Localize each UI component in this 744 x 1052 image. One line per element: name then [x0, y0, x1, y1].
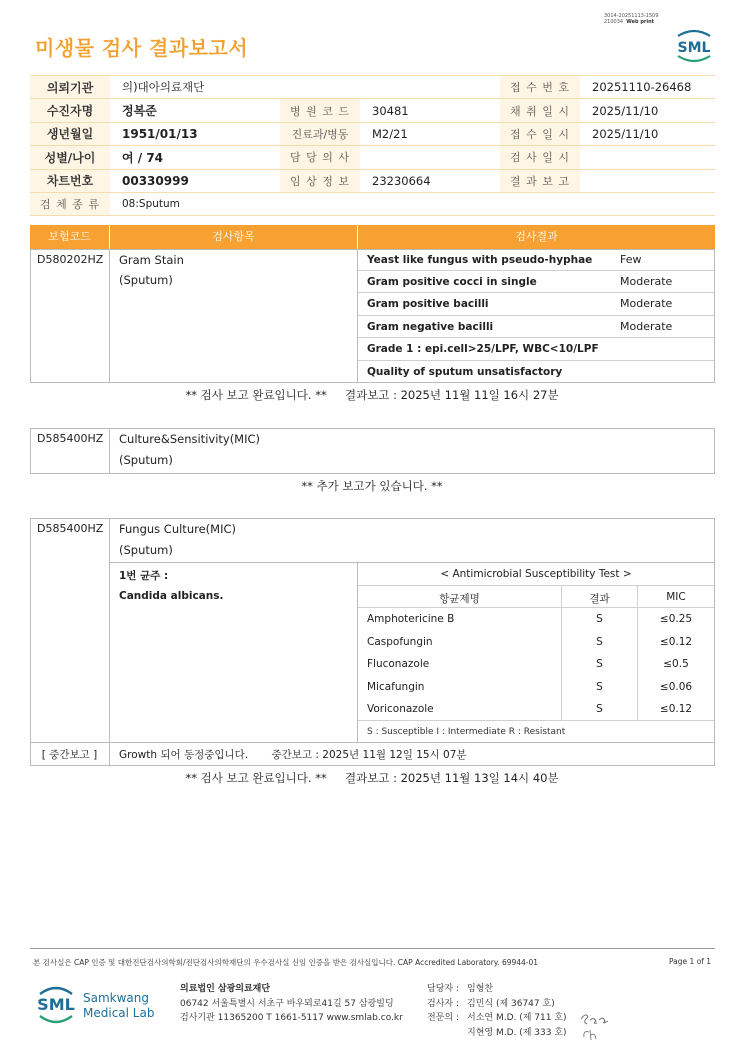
culture-name: Culture&Sensitivity(MIC)	[119, 432, 261, 446]
divider	[109, 428, 110, 474]
value-dept-ward: M2/21	[360, 122, 500, 145]
divider	[109, 249, 110, 383]
fungus-report-note: ** 검사 보고 완료입니다. ** 결과보고 : 2025년 11월 13일 14시 40분	[185, 771, 559, 785]
gram-grade: Moderate	[620, 275, 673, 288]
gram-finding: Gram positive bacilli	[367, 298, 489, 310]
gram-stain-section	[30, 225, 715, 383]
fungus-name: Fungus Culture(MIC)	[119, 522, 236, 536]
footer-logo-name1: Samkwang	[83, 991, 149, 1005]
value-birth-date: 1951/01/13	[110, 122, 280, 145]
signature-stroke	[584, 1030, 596, 1040]
ast-header-result: 결과	[589, 593, 610, 605]
ast-drug: Caspofungin	[367, 636, 433, 648]
label-institution: 의뢰기관	[30, 76, 110, 99]
footer-logo-name2: Medical Lab	[83, 1006, 155, 1020]
organism-name: Candida albicans.	[119, 590, 224, 602]
gram-finding: Gram positive cocci in single	[367, 276, 537, 288]
divider	[357, 562, 358, 742]
label-collection-date: 채 취 일 시	[500, 99, 580, 122]
staff-row	[427, 1026, 567, 1041]
page-number: Page 1 of 1	[669, 957, 712, 966]
label-clinical-info: 임 상 정 보	[280, 169, 360, 192]
staff-role: 전문의 :	[427, 1013, 459, 1023]
value-patient-name: 정복준	[110, 99, 280, 122]
logo-arc-top	[678, 31, 710, 36]
row-divider	[358, 360, 714, 361]
label-receipt-date: 접 수 일 시	[500, 122, 580, 145]
ast-header-mic: MIC	[666, 591, 686, 603]
ast-title: < Antimicrobial Susceptibility Test >	[440, 568, 632, 580]
patient-info-table	[30, 75, 715, 216]
info-row	[30, 192, 715, 215]
divider	[109, 518, 110, 766]
organization-contact: 검사기관 11365200 T 1661-5117 www.smlab.co.kr	[180, 1013, 403, 1023]
organization-name: 의료법인 삼광의료재단	[180, 984, 271, 994]
ast-mic: ≤0.5	[663, 658, 689, 670]
culture-code: D585400HZ	[37, 432, 104, 445]
gram-finding: Gram negative bacilli	[367, 321, 494, 333]
value-receipt-no: 20251110-26468	[580, 76, 715, 99]
header-test-item: 검사항목	[110, 225, 357, 249]
logo-mark-text: SML	[677, 40, 711, 56]
document-code-line1: 3014-20251113-1509	[604, 13, 659, 19]
value-collection-date: 2025/11/10	[580, 99, 715, 122]
organization-info	[180, 982, 403, 1026]
divider	[31, 742, 715, 743]
ast-drug: Voriconazole	[367, 703, 434, 715]
ast-legend: S : Susceptible I : Intermediate R : Resistant	[367, 727, 566, 737]
value-institution: 의)대아의료재단	[110, 76, 500, 99]
staff-role: 담당자 :	[427, 984, 459, 994]
row-divider	[358, 337, 714, 338]
interim-report-label: [ 중간보고 ]	[41, 749, 98, 761]
staff-name: 임형찬	[467, 984, 494, 994]
value-chart-no: 00330999	[110, 169, 280, 192]
document-code	[604, 13, 659, 25]
gram-stain-report-note: ** 검사 보고 완료입니다. ** 결과보고 : 2025년 11월 11일 16시 27분	[185, 388, 559, 402]
staff-name: 김민식 (제 36747 호)	[467, 998, 555, 1009]
info-row	[30, 99, 715, 122]
staff-name: 서소연 M.D. (제 711 호)	[467, 1013, 567, 1023]
staff-role	[427, 1026, 467, 1041]
divider	[110, 562, 714, 563]
ast-mic: ≤0.12	[659, 703, 693, 715]
label-receipt-no: 접 수 번 호	[500, 76, 580, 99]
signature	[578, 1010, 614, 1042]
fungus-specimen: (Sputum)	[119, 543, 173, 557]
culture-note: ** 추가 보고가 있습니다. **	[301, 479, 443, 493]
value-hospital-code: 30481	[360, 99, 500, 122]
gram-finding: Grade 1 : epi.cell>25/LPF, WBC<10/LPF	[367, 343, 599, 355]
ast-mic: ≤0.06	[659, 681, 693, 693]
gram-grade: Moderate	[620, 297, 673, 310]
gram-stain-name: Gram Stain	[119, 253, 184, 267]
interim-report-text: Growth 되어 동정중입니다. 중간보고 : 2025년 11월 12일 15시 07분	[119, 749, 467, 761]
row-divider	[358, 315, 714, 316]
ast-result: S	[596, 636, 603, 648]
web-print-label: Web print	[626, 19, 655, 25]
label-dept-ward: 진료과/병동	[280, 122, 360, 145]
value-clinical-info: 23230664	[360, 169, 500, 192]
label-test-date: 검 사 일 시	[500, 146, 580, 169]
staff-role: 검사자 :	[427, 998, 459, 1009]
info-row	[30, 122, 715, 145]
label-sex-age: 성별/나이	[30, 146, 110, 169]
staff-row	[427, 997, 567, 1012]
ast-result: S	[596, 703, 603, 715]
samkwang-logo	[36, 980, 166, 1026]
strain-label: 1번 균주 :	[119, 570, 169, 582]
logo-arc-bottom	[678, 56, 710, 61]
info-row	[30, 146, 715, 169]
row-divider	[358, 270, 714, 271]
signature-stroke	[581, 1015, 608, 1024]
gram-finding: Yeast like fungus with pseudo-hyphae	[367, 254, 593, 266]
logo-arc-top	[40, 988, 72, 994]
ast-header-drug: 항균제명	[439, 593, 480, 605]
label-hospital-code: 병 원 코 드	[280, 99, 360, 122]
value-specimen: 08:Sputum	[110, 192, 715, 215]
ast-result: S	[596, 613, 603, 625]
organization-address: 06742 서울특별시 서초구 바우뫼로41길 57 삼광빌딩	[180, 998, 394, 1009]
value-test-date	[580, 146, 715, 169]
ast-result: S	[596, 681, 603, 693]
label-chart-no: 차트번호	[30, 169, 110, 192]
row-divider	[358, 585, 714, 586]
footer-divider	[30, 948, 715, 949]
sml-logo	[672, 28, 716, 64]
staff-info	[427, 982, 567, 1040]
ast-drug: Micafungin	[367, 681, 425, 693]
page-title: 미생물 검사 결과보고서	[35, 36, 249, 60]
gram-grade: Few	[620, 253, 642, 266]
gram-grade: Moderate	[620, 320, 673, 333]
staff-row	[427, 982, 567, 997]
staff-row	[427, 1011, 567, 1026]
divider	[637, 585, 638, 720]
label-doctor: 담 당 의 사	[280, 146, 360, 169]
gram-stain-specimen: (Sputum)	[119, 273, 173, 287]
label-patient-name: 수진자명	[30, 99, 110, 122]
fungus-code: D585400HZ	[37, 522, 104, 535]
row-divider	[358, 607, 714, 608]
culture-specimen: (Sputum)	[119, 453, 173, 467]
row-divider	[358, 292, 714, 293]
label-specimen: 검 체 종 류	[30, 192, 110, 215]
certification-note: 본 검사실은 CAP 인증 및 대한진단검사의학회/진단검사의학재단의 우수검사실 신임 인증을 받은 검사실입니다. CAP Accredited Laboratory. 69944-01	[33, 958, 539, 967]
header-test-result: 검사결과	[358, 225, 715, 249]
header-insurance-code: 보험코드	[30, 225, 109, 249]
staff-name: 지현영 M.D. (제 333 호)	[467, 1027, 567, 1038]
ast-mic: ≤0.12	[659, 636, 693, 648]
value-doctor	[360, 146, 500, 169]
label-birth-date: 생년월일	[30, 122, 110, 145]
logo-arc-bottom	[40, 1016, 72, 1022]
ast-drug: Amphotericine B	[367, 613, 455, 625]
gram-finding: Quality of sputum unsatisfactory	[367, 366, 563, 378]
info-row	[30, 169, 715, 192]
label-report: 결 과 보 고	[500, 169, 580, 192]
ast-result: S	[596, 658, 603, 670]
ast-mic: ≤0.25	[659, 613, 693, 625]
info-row	[30, 76, 715, 99]
value-sex-age: 여 / 74	[110, 146, 280, 169]
ast-drug: Fluconazole	[367, 658, 430, 670]
gram-stain-code: D580202HZ	[37, 253, 104, 266]
document-code-line2: 210034	[604, 19, 624, 25]
row-divider	[358, 720, 714, 721]
footer-logo-mark: SML	[37, 995, 75, 1014]
value-report	[580, 169, 715, 192]
value-receipt-date: 2025/11/10	[580, 122, 715, 145]
